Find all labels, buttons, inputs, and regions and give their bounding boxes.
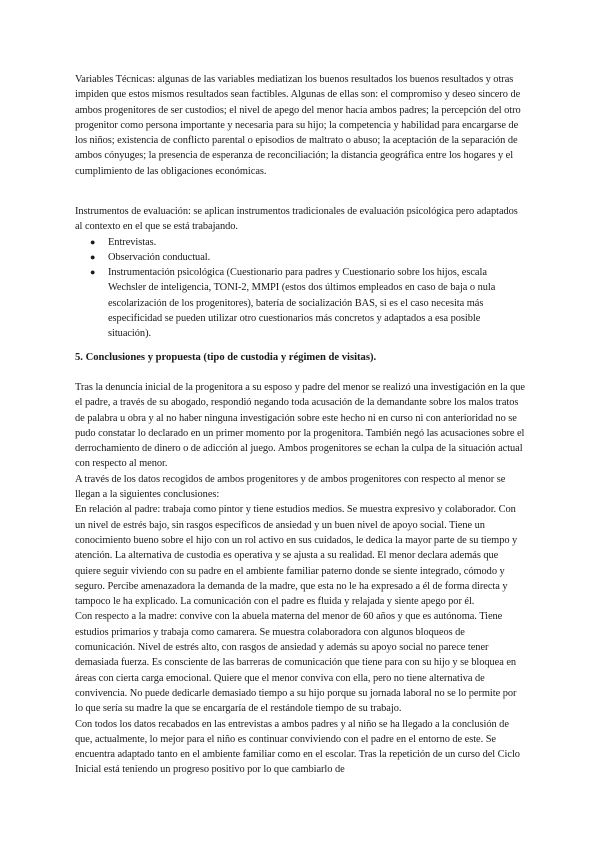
conclusion-paragraph: Con todos los datos recabados en las entrevistas a ambos padres y al niño se ha llegado a la conclusión de que, actualmente, lo mejor para el niño es continuar conviviendo con el padre en el entorno de este. Se encuentra adaptado tanto en el ambiente familiar como en el escolar. Tras la repetición de un curso del Ciclo Inicial está teniendo un progreso positivo por lo que cambiarlo de — [75, 718, 520, 776]
list-item-text: Instrumentación psicológica (Cuestionario para padres y Cuestionario sobre los hijos, escala Wechsler de inteligencia, TONI-2, MMPI (estos dos últimos empleados en caso de baja o nula escolarización de los progenitores), batería de socialización BAS, si es el caso necesita más especificidad se pueden utilizar otro cuestionarios más concretos y adaptados a esa posible situación). — [108, 267, 496, 340]
list-item — [75, 265, 525, 341]
instruments-intro-paragraph: Instrumentos de evaluación: se aplican instrumentos tradicionales de evaluación psicológica pero adaptados al contexto en el que se está trabajando. — [75, 206, 518, 233]
section-heading: 5. Conclusiones y propuesta (tipo de custodia y régimen de visitas). — [75, 352, 377, 363]
list-item-text: Observación conductual. — [108, 251, 211, 263]
conclusion-paragraph: A través de los datos recogidos de ambos progenitores y de ambos progenitores con respecto al menor se llegan a la siguientes conclusiones: — [75, 473, 506, 501]
technical-variables-section — [75, 72, 525, 179]
conclusion-paragraph: Tras la denuncia inicial de la progenitora a su esposo y padre del menor se realizó una investigación en la que el padre, a través de su abogado, respondió negando toda acusación de la demandante sobre los malos tratos de palabra u obra y al no haber ninguna investigación sobre este hecho ni en curso ni con anterioridad no se pudo constatar lo declarado en un primer momento por la progenitora. También negó las acusaciones sobre el derrochamiento de dinero o de adicción al juego. Ambos progenitores se echan la culpa de la situación actual con respecto al menor. — [75, 382, 525, 470]
conclusion-paragraph: En relación al padre: trabaja como pintor y tiene estudios medios. Se muestra expresivo y colaborador. Con un nivel de estrés bajo, sin rasgos específicos de ansiedad y un buen nivel de apoyo social. Tiene un conocimiento bueno sobre el hijo con un rol activo en sus cuidados, le dedica la mayor parte de su tiempo y atención. La alternativa de custodia es operativa y se ajusta a su realidad. El menor declara además que quiere seguir viviendo con su padre en el ambiente familiar paterno donde se siente integrado, cómodo y seguro. Percibe amenazadora la demanda de la madre, que esta no le ha expresado a él de forma directa y tampoco le ha explicado. La comunicación con el padre es fluida y relajada y siente apego por él. — [75, 504, 518, 608]
instruments-list — [75, 235, 525, 342]
conclusion-paragraph: Con respecto a la madre: convive con la abuela materna del menor de 60 años y que es autónoma. Tiene estudios primarios y trabaja como camarera. Se muestra colaboradora con algunos bloqueos de comunicación. Nivel de estrés alto, con rasgos de ansiedad y además su apoyo social no parece tener demasiada fuerza. Es consciente de las barreras de comunicación que tiene para con su hijo y se bloquea en áreas con cierta carga emocional. Quiere que el menor conviva con ella, pero no tiene alternativa de convivencia. No puede dedicarle demasiado tiempo a su hijo porque su jornada laboral no se lo permite por lo que sería su madre la que se encargaría de el restándole tiempo de su trabajo. — [75, 611, 517, 715]
bullet-icon: ● — [90, 236, 96, 247]
technical-variables-paragraph: Variables Técnicas: algunas de las variables mediatizan los buenos resultados los buenos resultados y otras impiden que estos mismos resultados sean factibles. Algunas de ellas son: el compromiso y deseo sincero de ambos progenitores de ser custodios; el nivel de apego del menor hacia ambos padres; la percepción del otro progenitor como persona importante y necesaria para su hijo; la competencia y habilidad para encargarse de los niños; existencia de conflicto parental o episodios de maltrato o abuso; la aceptación de la separación de ambos cónyuges; la presencia de esperanza de reconciliación; la distancia geográfica entre los hogares y el cumplimiento de las obligaciones económicas. — [75, 74, 521, 177]
bullet-icon: ● — [90, 267, 96, 278]
list-item — [75, 235, 525, 250]
evaluation-instruments-section — [75, 204, 525, 342]
list-item — [75, 250, 525, 265]
conclusions-section — [75, 380, 525, 778]
bullet-icon: ● — [90, 251, 96, 262]
list-item-text: Entrevistas. — [108, 236, 157, 248]
